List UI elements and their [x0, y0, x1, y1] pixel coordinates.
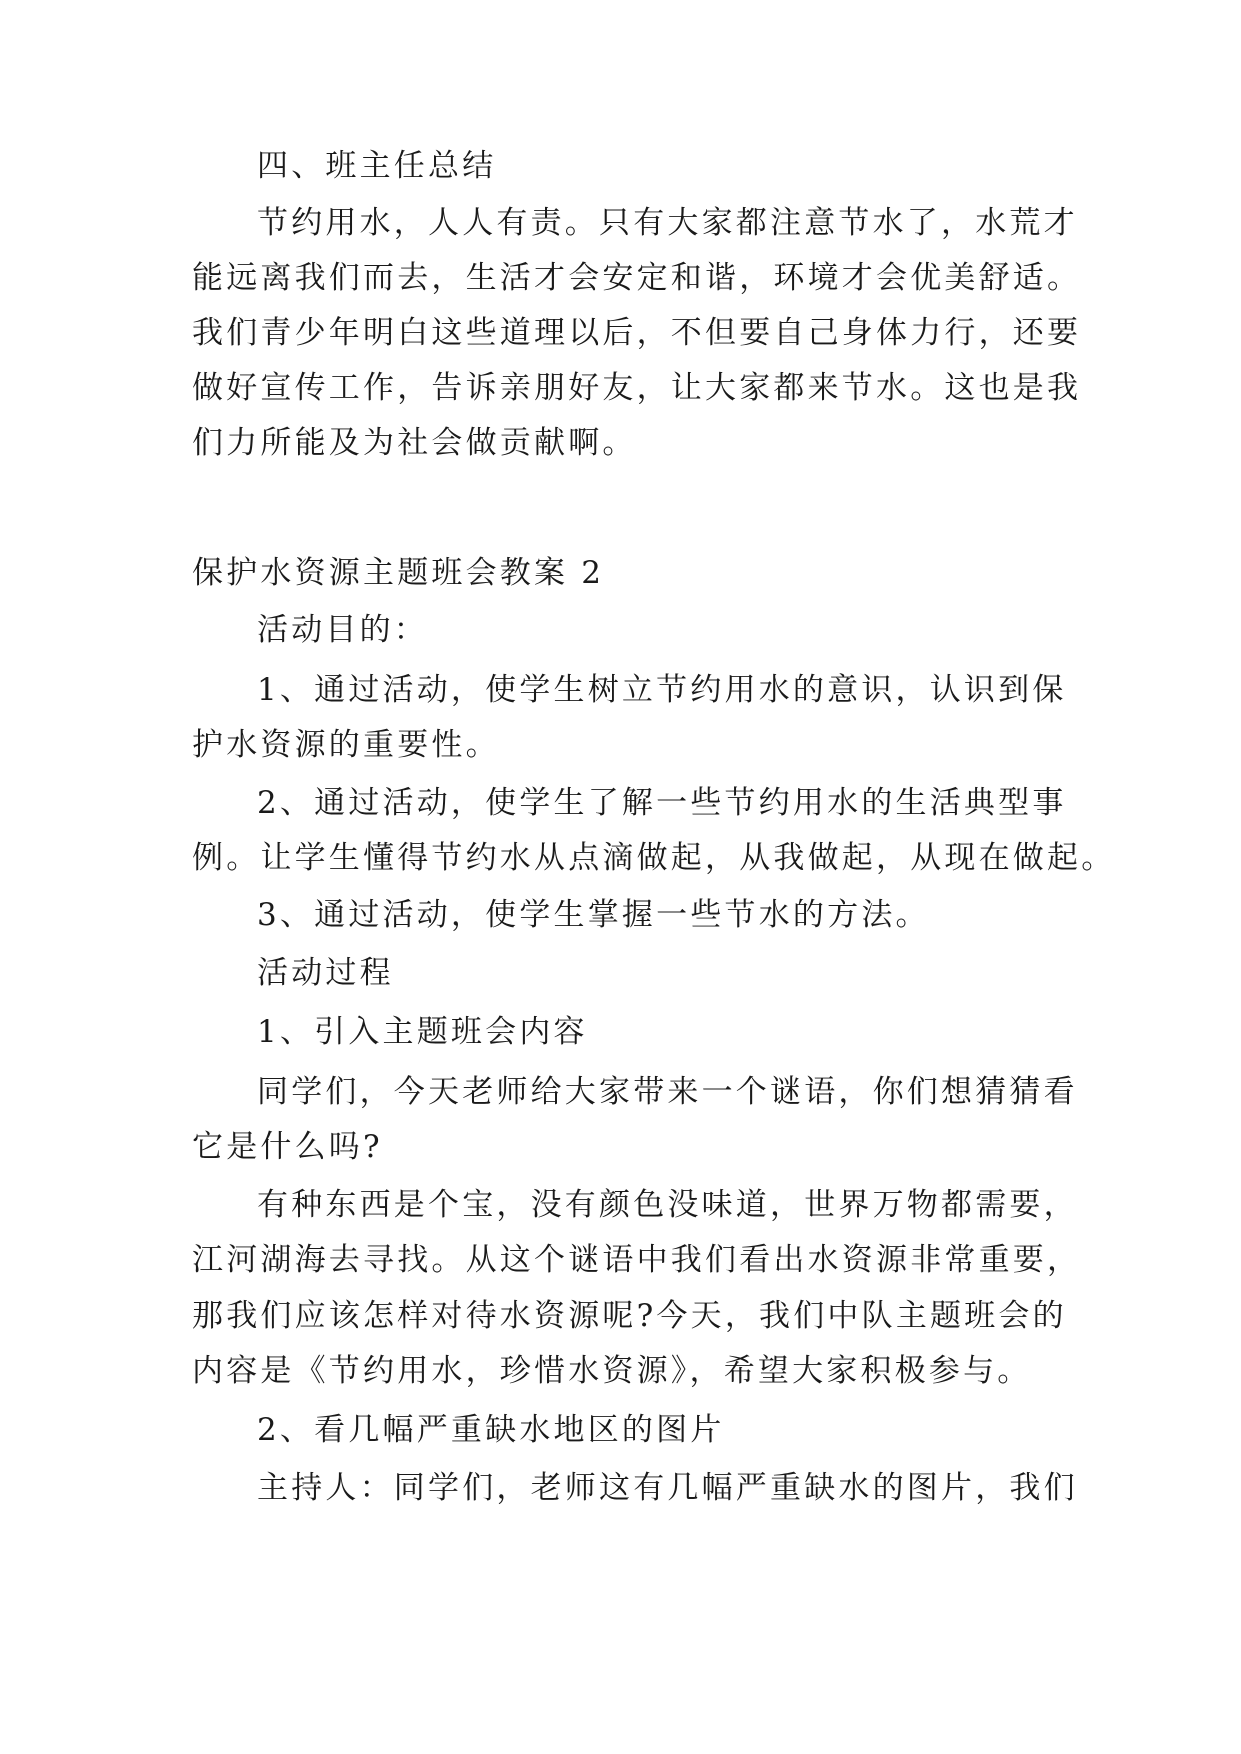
paragraph-line: 们力所能及为社会做贡献啊。 — [192, 425, 637, 461]
paragraph-line: 内容是《节约用水，珍惜水资源》，希望大家积极参与。 — [192, 1353, 1032, 1389]
paragraph-line: 它是什么吗? — [192, 1129, 383, 1165]
paragraph-line: 有种东西是个宝，没有颜色没味道，世界万物都需要， — [257, 1187, 1078, 1223]
list-item: 3、通过活动，使学生掌握一些节水的方法。 — [257, 897, 930, 933]
list-item-continuation: 护水资源的重要性。 — [192, 727, 500, 763]
list-item: 2、通过活动，使学生了解一些节约用水的生活典型事 — [257, 785, 1067, 821]
step-heading: 2、看几幅严重缺水地区的图片 — [257, 1412, 725, 1448]
paragraph-line: 同学们，今天老师给大家带来一个谜语，你们想猜猜看 — [257, 1074, 1078, 1110]
section-heading: 四、班主任总结 — [257, 148, 497, 184]
section-heading: 活动过程 — [257, 955, 394, 991]
section-heading: 活动目的： — [257, 612, 428, 648]
list-item: 1、通过活动，使学生树立节约用水的意识，认识到保 — [257, 672, 1067, 708]
list-item-continuation: 例。让学生懂得节约水从点滴做起，从我做起，从现在做起。 — [192, 840, 1116, 876]
paragraph-line: 江河湖海去寻找。从这个谜语中我们看出水资源非常重要， — [192, 1242, 1082, 1278]
paragraph-line: 我们青少年明白这些道理以后，不但要自己身体力行，还要 — [192, 315, 1082, 351]
document-title: 保护水资源主题班会教案 2 — [192, 555, 605, 591]
step-heading: 1、引入主题班会内容 — [257, 1014, 588, 1050]
paragraph-line: 那我们应该怎样对待水资源呢?今天，我们中队主题班会的 — [192, 1298, 1067, 1334]
paragraph-line: 能远离我们而去，生活才会安定和谐，环境才会优美舒适。 — [192, 260, 1082, 296]
paragraph-line: 做好宣传工作，告诉亲朋好友，让大家都来节水。这也是我 — [192, 370, 1082, 406]
paragraph-line: 节约用水，人人有责。只有大家都注意节水了，水荒才 — [257, 205, 1078, 241]
paragraph-line: 主持人：同学们，老师这有几幅严重缺水的图片，我们 — [257, 1470, 1078, 1506]
